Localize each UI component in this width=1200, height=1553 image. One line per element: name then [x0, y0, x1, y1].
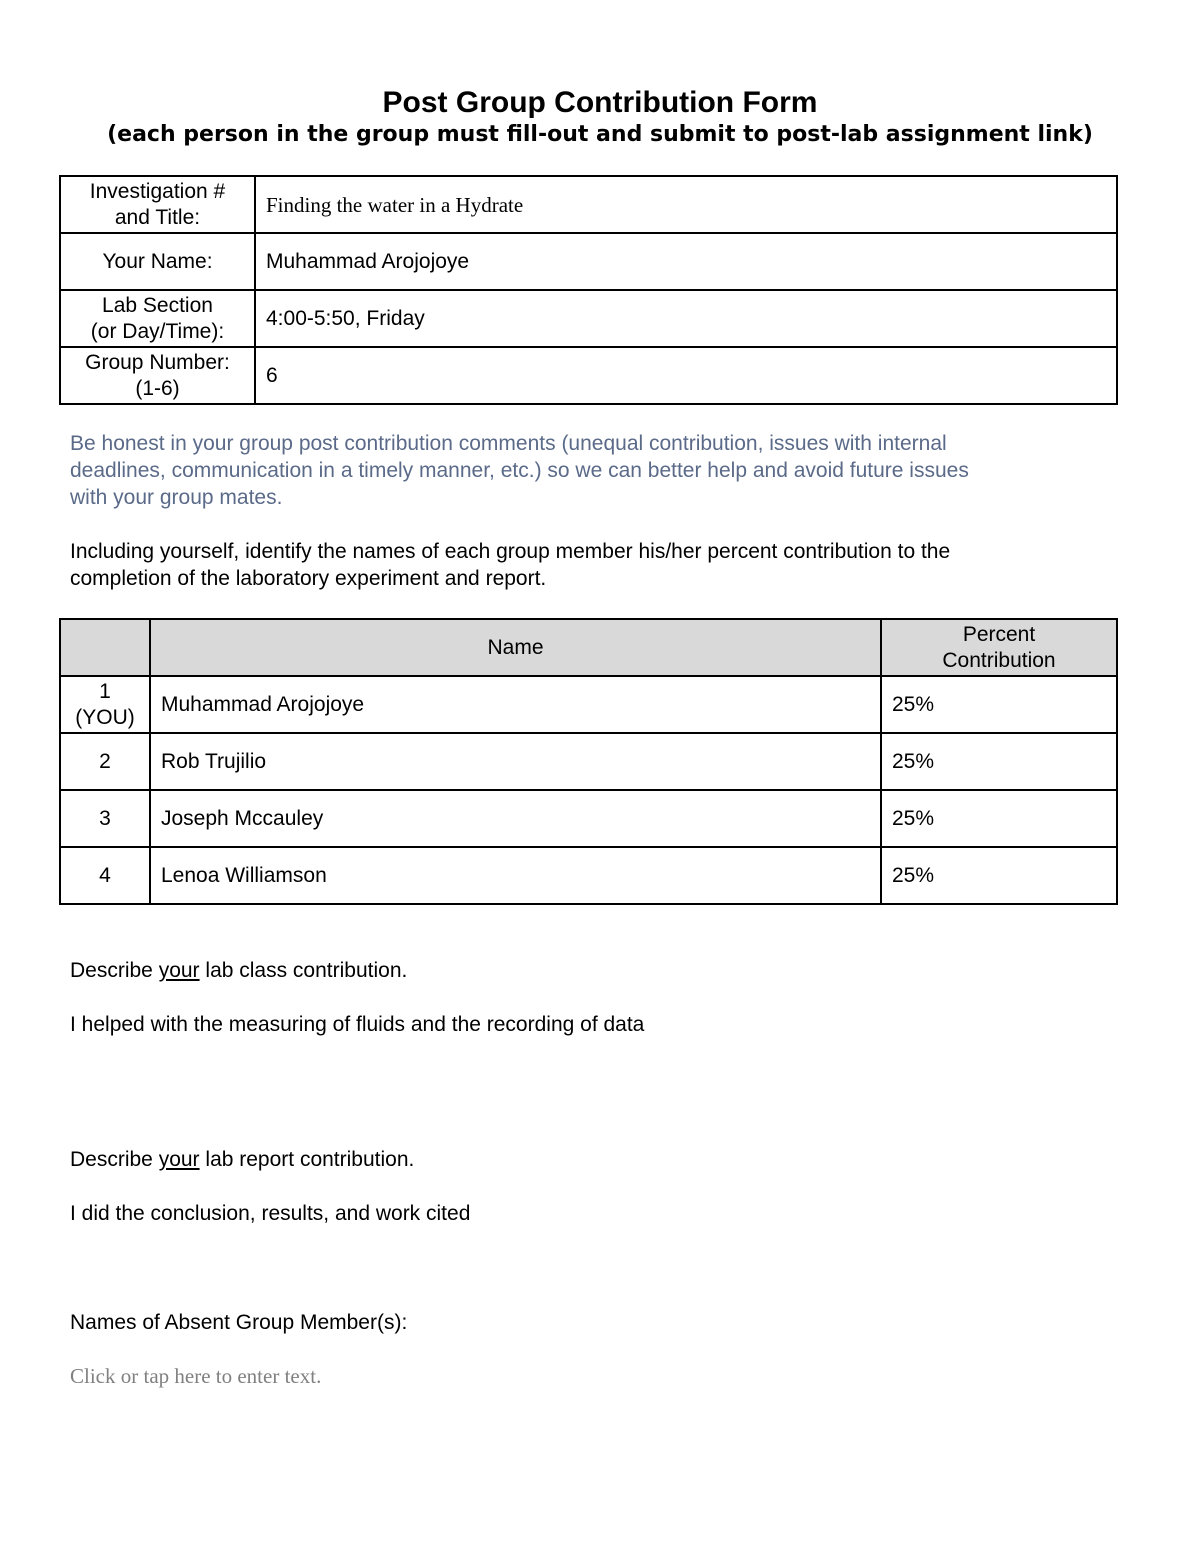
instructions-line-2: completion of the laboratory experiment and report.: [70, 567, 547, 590]
report-prompt-post: lab report contribution.: [199, 1148, 415, 1171]
class-contribution-prompt: [70, 957, 407, 984]
row-number-value: 1: [99, 679, 111, 703]
contribution-header-row: [60, 619, 1117, 676]
member-percent[interactable]: 25%: [881, 847, 1117, 904]
form-title: Post Group Contribution Form: [382, 86, 818, 119]
report-prompt-pre: Describe: [70, 1148, 159, 1171]
member-percent[interactable]: 25%: [881, 790, 1117, 847]
header-percent-line-2: Contribution: [942, 648, 1056, 672]
investigation-value[interactable]: Finding the water in a Hydrate: [255, 176, 1117, 233]
honesty-note-line-1: Be honest in your group post contribution comments (unequal contribution, issues with internal: [70, 432, 947, 455]
form-subtitle: (each person in the group must fill-out and submit to post-lab assignment link): [107, 122, 1093, 147]
section-label-line-1: Lab Section: [102, 293, 213, 317]
member-percent[interactable]: 25%: [881, 676, 1117, 733]
absent-members-label: Names of Absent Group Member(s):: [70, 1311, 408, 1334]
header-percent: [881, 619, 1117, 676]
header-percent-line-1: Percent: [962, 622, 1036, 646]
class-prompt-underlined: your: [158, 959, 200, 982]
section-label: [60, 290, 255, 347]
table-row: [60, 847, 1117, 904]
row-number-sub: (YOU): [75, 705, 135, 729]
report-prompt-underlined: your: [158, 1148, 200, 1171]
row-number: 4: [60, 847, 150, 904]
honesty-note-line-2: deadlines, communication in a timely manner, etc.) so we can better help and avoid future issues: [70, 459, 969, 482]
member-percent[interactable]: 25%: [881, 733, 1117, 790]
name-row: [60, 233, 1117, 290]
row-number: 3: [60, 790, 150, 847]
group-label-line-1: Group Number:: [85, 350, 230, 374]
contribution-table: [59, 618, 1118, 905]
group-value[interactable]: 6: [255, 347, 1117, 404]
class-prompt-post: lab class contribution.: [199, 959, 408, 982]
instructions: [70, 538, 1130, 592]
name-value[interactable]: Muhammad Arojojoye: [255, 233, 1117, 290]
row-number: 2: [60, 733, 150, 790]
table-row: [60, 733, 1117, 790]
honesty-note: [70, 430, 1130, 511]
header-name: Name: [150, 619, 881, 676]
member-name[interactable]: Muhammad Arojojoye: [150, 676, 881, 733]
investigation-row: [60, 176, 1117, 233]
group-label: [60, 347, 255, 404]
instructions-line-1: Including yourself, identify the names of each group member his/her percent contribution to the: [70, 540, 951, 563]
investigation-label: [60, 176, 255, 233]
honesty-note-line-3: with your group mates.: [70, 486, 283, 509]
group-row: [60, 347, 1117, 404]
header-number: [60, 619, 150, 676]
name-label: Your Name:: [60, 233, 255, 290]
table-row: [60, 676, 1117, 733]
section-value[interactable]: 4:00-5:50, Friday: [255, 290, 1117, 347]
class-contribution-answer[interactable]: I helped with the measuring of fluids and the recording of data: [70, 1013, 645, 1036]
member-name[interactable]: Joseph Mccauley: [150, 790, 881, 847]
group-label-line-2: (1-6): [135, 376, 180, 400]
class-prompt-pre: Describe: [70, 959, 159, 982]
investigation-label-line-1: Investigation #: [89, 179, 226, 203]
row-number: [60, 676, 150, 733]
section-row: [60, 290, 1117, 347]
section-label-line-2: (or Day/Time):: [90, 319, 225, 343]
table-row: [60, 790, 1117, 847]
investigation-label-line-2: and Title:: [114, 205, 201, 229]
member-name[interactable]: Rob Trujilio: [150, 733, 881, 790]
member-name[interactable]: Lenoa Williamson: [150, 847, 881, 904]
report-contribution-prompt: [70, 1146, 414, 1173]
absent-members-input[interactable]: Click or tap here to enter text.: [70, 1364, 322, 1388]
report-contribution-answer[interactable]: I did the conclusion, results, and work cited: [70, 1202, 471, 1225]
info-table: [59, 175, 1118, 405]
